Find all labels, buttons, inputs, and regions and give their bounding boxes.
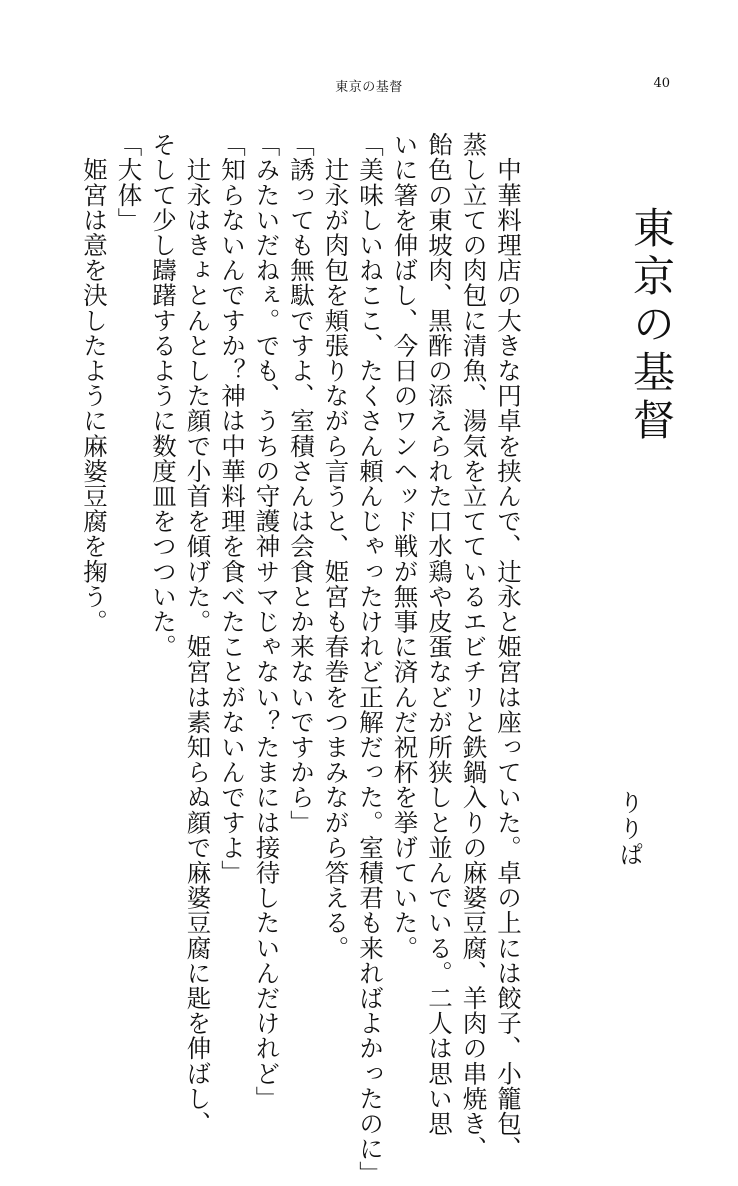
page-number: 40 (653, 76, 670, 91)
body-line: 姫宮は意を決したように麻婆豆腐を掬う。 (80, 132, 109, 634)
body-line: 「知らないんですか？神は中華料理を食べたことがないんですよ」 (218, 132, 247, 885)
body-line: そして少し躊躇するように数度皿をつついた。 (149, 132, 178, 660)
body-line: 「みたいだねぇ。でも、うちの守護神サマじゃない？たまには接待したいんだけれど」 (252, 132, 282, 1111)
body-line: 飴色の東坡肉、黒酢の添えられた口水鶏や皮蛋などが所狭しと並んでいる。二人は思い思 (425, 132, 454, 1136)
body-line: 「美味しいねここ、たくさん頼んじゃったけれど正解だった。室積君も来ればよかったのに」 (356, 132, 385, 1186)
body-line: 中華料理店の大きな円卓を挟んで、辻永と姫宮は座っていた。卓の上には餃子、小籠包、 (494, 132, 523, 1162)
body-line: 「誘っても無駄ですよ、室積さんは会食とか来ないですから」 (287, 132, 316, 835)
body-line: 辻永が肉包を頬張りながら言うと、姫宮も春巻をつまみながら答える。 (321, 132, 351, 961)
body-line: 「大体」 (114, 132, 144, 233)
author-name: りりぱ (615, 790, 643, 868)
body-line: 辻永はきょとんとした顔で小首を傾げた。姫宮は素知らぬ顔で麻婆豆腐に匙を伸ばし、 (183, 132, 213, 1136)
story-title: 東京の基督 (627, 206, 676, 446)
body-line: いに箸を伸ばし、今日のワンヘッド戦が無事に済んだ祝杯を挙げていた。 (390, 132, 420, 961)
body-line: 蒸し立ての肉包に清魚、湯気を立てているエビチリと鉄鍋入りの麻婆豆腐、羊肉の串焼き、 (459, 132, 489, 1162)
body-text (77, 132, 526, 1186)
running-title: 東京の基督 (335, 80, 403, 95)
